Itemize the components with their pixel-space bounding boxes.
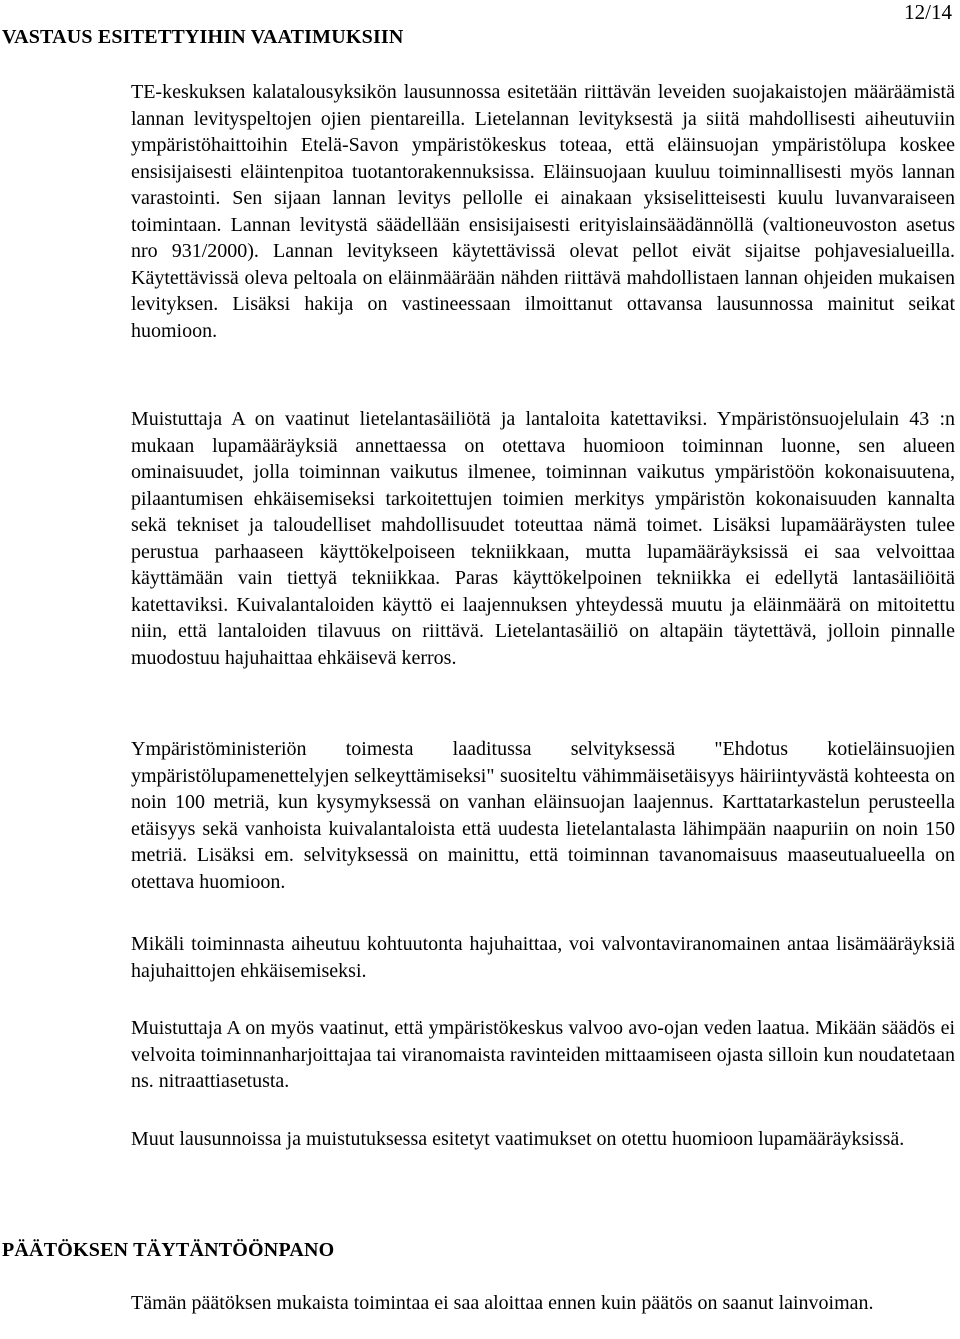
section-heading-taytantoonpano: PÄÄTÖKSEN TÄYTÄNTÖÖNPANO: [2, 1239, 335, 1261]
paragraph-vahimmaisetaisyys: Ympäristöministeriön toimesta laaditussa selvityksessä "Ehdotus kotieläinsuojien ympäristölupamenettelyjen selkeyttämiseksi" suositeltu vähimmäisetäisyys häiriintyvästä kohteesta on noin 100 metriä, kun kysymyksessä on vanhan eläinsuojan laajennus. Karttatarkastelun perusteella etäisyys sekä vanhoista kuivalantaloista että uudesta lietelantalasta lähimpään naapuriin on noin 150 metriä. Lisäksi em. selvityksessä on mainittu, että toiminnan tavanomaisuus maaseutualueella on otettava huomioon.: [131, 738, 955, 893]
section-heading-vastaus: VASTAUS ESITETTYIHIN VAATIMUKSIIN: [2, 26, 404, 48]
paragraph-avo-ojan-valvonta: Muistuttaja A on myös vaatinut, että ympäristökeskus valvoo avo-ojan veden laatua. Mikään säädös ei velvoita toiminnanharjoittajaa tai viranomaista ravinteiden mittaamiseen ojasta silloin kun noudatetaan ns. nitraattiasetusta.: [131, 1017, 955, 1092]
paragraph-hajuhaitta: Mikäli toiminnasta aiheutuu kohtuutonta hajuhaittaa, voi valvontaviranomainen antaa lisämääräyksiä hajuhaittojen ehkäisemiseksi.: [131, 933, 955, 982]
paragraph-lantasailion-kattaminen: Muistuttaja A on vaatinut lietelantasäiliötä ja lantaloita katettaviksi. Ympäristönsuojelulain 43 :n mukaan lupamääräyksiä annettaessa on otettava huomioon toiminnan luonne, sen alueen ominaisuudet, jolla toiminnan vaikutus ilmenee, toiminnan vaikutus ympäristöön kokonaisuutena, pilaantumisen ehkäisemiseksi tarkoitettujen toimien merkitys ympäristön kokonaisuuden kannalta sekä tekniset ja taloudelliset mahdollisuudet toteuttaa nämä toimet. Lisäksi lupamääräysten tulee perustua parhaaseen käyttökelpoiseen tekniikkaan, mutta lupamääräyksissä ei saa velvoittaa käyttämään vain tiettyä tekniikkaa. Paras käyttökelpoinen tekniikka ei edellytä lantasäiliöitä katettaviksi. Kuivalantaloiden käyttö ei laajennuksen yhteydessä muutu ja eläinmäärä on mitoitettu niin, että lantaloiden tilavuus on riittävä. Lietelantasäiliö on altapäin täytettävä, jolloin pinnalle muodostuu hajuhaittaa ehkäisevä kerros.: [131, 408, 955, 669]
page-number: 12/14: [904, 0, 952, 24]
paragraph-taytantoonpano: Tämän päätöksen mukaista toimintaa ei saa aloittaa ennen kuin päätös on saanut lainvoiman.: [131, 1292, 874, 1314]
paragraph-kalatalous-lausunto: TE-keskuksen kalatalousyksikön lausunnossa esitetään riittävän leveiden suojakaistojen määräämistä lannan levityspeltojen ojien pientareilla. Lietelannan levityksestä ja siitä mahdollisesti aiheutuviin ympäristöhaittoihin Etelä-Savon ympäristökeskus toteaa, että eläinsuojan ympäristölupa koskee ensisijaisesti eläintenpitoa tuotantorakennuksissa. Eläinsuojaan kuuluu toiminnallisesti myös lannan varastointi. Sen sijaan lannan levitys pellolle ei ainakaan yksiselitteisesti kuulu luvanvaraiseen toimintaan. Lannan levitystä säädellään ensisijaisesti erityislainsäädännöllä (valtioneuvoston asetus nro 931/2000). Lannan levitykseen käytettävissä olevat pellot eivät sijaitse pohjavesialueilla. Käytettävissä oleva peltoala on eläinmäärään nähden riittävä mahdollistaen lannan ohjeiden mukaisen levityksen. Lisäksi hakija on vastineessaan ilmoittanut ottavansa lausunnossa mainitut seikat huomioon.: [131, 81, 955, 342]
paragraph-muut-vaatimukset: Muut lausunnoissa ja muistutuksessa esitetyt vaatimukset on otettu huomioon lupamääräyksissä.: [131, 1128, 905, 1150]
